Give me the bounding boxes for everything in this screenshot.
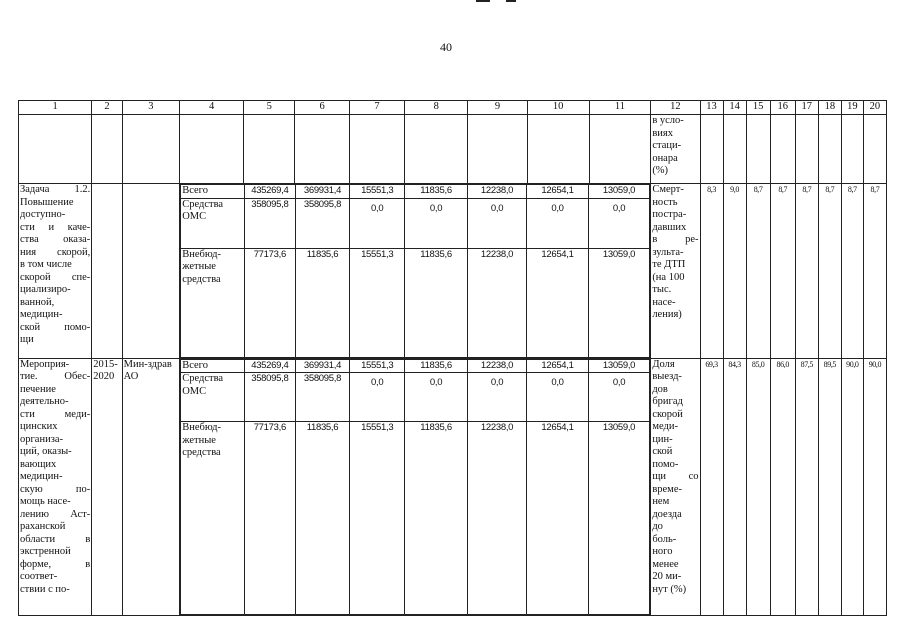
funding-value: 12238,0 xyxy=(467,248,526,357)
header-cell: 18 xyxy=(818,101,841,115)
funding-value: 0,0 xyxy=(588,198,650,248)
header-cell: 9 xyxy=(468,101,528,115)
measure-funding xyxy=(180,358,651,616)
funding-row-total xyxy=(181,185,650,199)
header-cell: 11 xyxy=(589,101,651,115)
funding-value: 12238,0 xyxy=(467,185,526,199)
target-value: 8,7 xyxy=(863,184,886,359)
funding-value: 0,0 xyxy=(350,373,405,422)
header-cell: 3 xyxy=(122,101,180,115)
funding-value: 369931,4 xyxy=(295,359,349,373)
header-cell: 20 xyxy=(863,101,886,115)
funding-value: 15551,3 xyxy=(350,359,405,373)
task-executor xyxy=(122,184,180,359)
task-period xyxy=(92,184,122,359)
target-value: 87,5 xyxy=(795,358,818,616)
funding-value: 13059,0 xyxy=(588,185,650,199)
funding-row-extrabudget xyxy=(181,422,650,615)
funding-value: 0,0 xyxy=(467,373,526,422)
target-value: 8,7 xyxy=(818,184,841,359)
funding-row-oms xyxy=(181,198,650,248)
target-value: 9,0 xyxy=(723,184,746,359)
task-funding xyxy=(180,184,651,359)
funding-value: 11835,6 xyxy=(295,248,349,357)
scan-mark-top xyxy=(506,0,516,2)
header-cell: 5 xyxy=(244,101,295,115)
measure-period: 2015- 2020 xyxy=(92,358,122,616)
header-cell: 10 xyxy=(527,101,589,115)
header-row xyxy=(19,101,887,115)
funding-value: 12654,1 xyxy=(527,359,589,373)
funding-value: 12238,0 xyxy=(467,422,526,615)
measure-name: Мероприя- тие. Обес- печение деятельно- сти меди- цинских организа- ций, оказы- вающих медицин- скую по- мощь насе- лению Аст- раханской области в экстренной форме, в соответ- ствии с по- xyxy=(19,358,92,616)
funding-value: 11835,6 xyxy=(405,422,468,615)
target-value: 8,7 xyxy=(746,184,770,359)
target-value: 8,3 xyxy=(700,184,723,359)
target-value: 84,3 xyxy=(723,358,746,616)
funding-value: 435269,4 xyxy=(244,359,295,373)
scan-mark-top xyxy=(476,0,490,2)
header-cell: 4 xyxy=(180,101,244,115)
target-value: 8,7 xyxy=(770,184,795,359)
funding-value: 77173,6 xyxy=(244,248,295,357)
funding-value: 0,0 xyxy=(527,373,589,422)
funding-row-oms xyxy=(181,373,650,422)
page-number: 40 xyxy=(440,40,452,54)
funding-value: 435269,4 xyxy=(244,185,295,199)
funding-row-total xyxy=(181,359,650,373)
target-value: 85,0 xyxy=(746,358,770,616)
funding-value: 13059,0 xyxy=(588,422,650,615)
funding-value: 0,0 xyxy=(527,198,589,248)
funding-value: 12238,0 xyxy=(467,359,526,373)
funding-value: 13059,0 xyxy=(588,248,650,357)
funding-value: 15551,3 xyxy=(350,248,405,357)
indicator-cell: в усло- виях стаци- онара (%) xyxy=(651,115,700,184)
header-cell: 13 xyxy=(700,101,723,115)
header-cell: 16 xyxy=(770,101,795,115)
task-name: Задача 1.2. Повышение доступно- сти и каче- ства оказа- ния скорой, в том числе скорой спе- циализиро- ванной, медицин- ской помо- щи xyxy=(19,184,92,359)
header-cell: 12 xyxy=(651,101,700,115)
measure-indicator: Доля выезд- дов бригад скорой меди- цин- ской помо- щи со време- нем доезда до боль- ного менее 20 ми- нут (%) xyxy=(651,358,700,616)
funding-value: 15551,3 xyxy=(350,185,405,199)
target-value: 69,3 xyxy=(700,358,723,616)
funding-value: 0,0 xyxy=(405,198,468,248)
funding-label: Внебюд-жетные средства xyxy=(181,248,245,357)
funding-value: 11835,6 xyxy=(405,185,468,199)
task-row xyxy=(19,184,887,359)
measure-executor: Мин-здрав АО xyxy=(122,358,180,616)
funding-label: Внебюд-жетные средства xyxy=(181,422,245,615)
funding-value: 11835,6 xyxy=(405,359,468,373)
continuation-row xyxy=(19,115,887,184)
task-indicator: Смерт- ность постра- давших в ре- зульта- те ДТП (на 100 тыс. насе- ления) xyxy=(651,184,700,359)
funding-value: 369931,4 xyxy=(295,185,349,199)
header-cell: 15 xyxy=(746,101,770,115)
program-table xyxy=(18,100,887,616)
funding-row-extrabudget xyxy=(181,248,650,357)
funding-value: 11835,6 xyxy=(405,248,468,357)
funding-value: 15551,3 xyxy=(350,422,405,615)
target-value: 90,0 xyxy=(863,358,886,616)
funding-value: 358095,8 xyxy=(295,373,349,422)
funding-value: 0,0 xyxy=(405,373,468,422)
funding-value: 13059,0 xyxy=(588,359,650,373)
target-value: 8,7 xyxy=(841,184,863,359)
header-cell: 19 xyxy=(841,101,863,115)
measure-row xyxy=(19,358,887,616)
funding-label: Всего xyxy=(181,185,245,199)
header-cell: 2 xyxy=(92,101,122,115)
funding-label: Средства ОМС xyxy=(181,198,245,248)
target-value: 89,5 xyxy=(818,358,841,616)
funding-value: 358095,8 xyxy=(295,198,349,248)
funding-label: Всего xyxy=(181,359,245,373)
funding-value: 12654,1 xyxy=(527,248,589,357)
header-cell: 14 xyxy=(723,101,746,115)
header-cell: 8 xyxy=(405,101,468,115)
header-cell: 1 xyxy=(19,101,92,115)
funding-value: 0,0 xyxy=(350,198,405,248)
funding-value: 0,0 xyxy=(588,373,650,422)
funding-value: 12654,1 xyxy=(527,185,589,199)
header-cell: 17 xyxy=(795,101,818,115)
target-value: 90,0 xyxy=(841,358,863,616)
funding-value: 358095,8 xyxy=(244,373,295,422)
header-cell: 6 xyxy=(295,101,349,115)
target-value: 8,7 xyxy=(795,184,818,359)
target-value: 86,0 xyxy=(770,358,795,616)
funding-value: 12654,1 xyxy=(527,422,589,615)
header-cell: 7 xyxy=(349,101,404,115)
funding-value: 77173,6 xyxy=(244,422,295,615)
funding-label: Средства ОМС xyxy=(181,373,245,422)
funding-value: 11835,6 xyxy=(295,422,349,615)
funding-value: 358095,8 xyxy=(244,198,295,248)
funding-value: 0,0 xyxy=(467,198,526,248)
